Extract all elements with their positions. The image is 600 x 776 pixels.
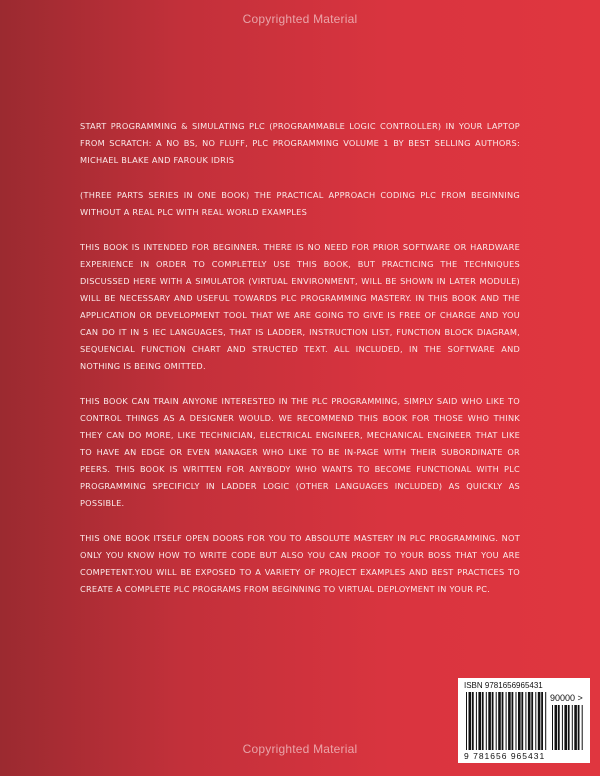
- blurb-paragraph: THIS ONE BOOK ITSELF OPEN DOORS FOR YOU TO ABSOLUTE MASTERY IN PLC PROGRAMMING. NOT ONLY YOU KNOW HOW TO WRITE CODE BUT ALSO YOU CAN PROOF TO YOUR BOSS THAT YOU ARE COMPETENT.YOU WILL BE EXPOSED TO A VARIETY OF PROJECT EXAMPLES AND BEST PRACTICES TO CREATE A COMPLETE PLC PROGRAMS FROM BEGINNING TO VIRTUAL DEPLOYMENT IN YOUR PC.: [80, 533, 520, 594]
- watermark-top: Copyrighted Material: [242, 12, 358, 26]
- back-cover-blurb: [80, 118, 520, 616]
- price-code: 90000 >: [550, 693, 583, 703]
- isbn-label: ISBN 9781656965431: [464, 681, 543, 690]
- blurb-paragraph: (THREE PARTS SERIES IN ONE BOOK) THE PRACTICAL APPROACH CODING PLC FROM BEGINNING WITHOUT A REAL PLC WITH REAL WORLD EXAMPLES: [80, 190, 520, 217]
- watermark-bottom: Copyrighted Material: [242, 742, 358, 756]
- barcode-digits: 9 781656 965431: [464, 751, 546, 761]
- blurb-paragraph: THIS BOOK IS INTENDED FOR BEGINNER. THERE IS NO NEED FOR PRIOR SOFTWARE OR HARDWARE EXPERIENCE IN ORDER TO COMPLETELY USE THIS BOOK, BUT PRACTICING THE TECHNIQUES DISCUSSED HERE WITH A SIMULATOR (VIRTUAL ENVIRONMENT, WILL BE SHOWN IN LATER MODULE) WILL BE NECESSARY AND USEFUL TOWARDS PLC PROGRAMMING MASTERY. IN THIS BOOK AND THE APPLICATION OR DEVELOPMENT TOOL THAT WE ARE GOING TO GIVE IS FREE OF CHARGE AND YOU CAN DO IT IN 5 IEC LANGUAGES, THAT IS LADDER, INSTRUCTION LIST, FUNCTION BLOCK DIAGRAM, SEQUENCIAL FUNCTION CHART AND STRUCTED TEXT. ALL INCLUDED, IN THE SOFTWARE AND NOTHING IS BEING OMITTED.: [80, 242, 520, 371]
- blurb-paragraph: THIS BOOK CAN TRAIN ANYONE INTERESTED IN THE PLC PROGRAMMING, SIMPLY SAID WHO LIKE TO CONTROL THINGS AS A DESIGNER WOULD. WE RECOMMEND THIS BOOK FOR THOSE WHO THINK THEY CAN DO MORE, LIKE TECHNICIAN, ELECTRICAL ENGINEER, MECHANICAL ENGINEER THAT LIKE TO HAVE AN EDGE OR EVEN MANAGER WHO LIKE TO BE IN-PAGE WITH THEIR SUBORDINATE OR PEERS. THIS BOOK IS WRITTEN FOR ANYBODY WHO WANTS TO BECOME FUNCTIONAL WITH PLC PROGRAMMING SPECIFICLY IN LADDER LOGIC (OTHER LANGUAGES INCLUDED) AS QUICKLY AS POSSIBLE.: [80, 396, 520, 508]
- blurb-paragraph: START PROGRAMMING & SIMULATING PLC (PROGRAMMABLE LOGIC CONTROLLER) IN YOUR LAPTOP FROM SCRATCH: A NO BS, NO FLUFF, PLC PROGRAMMING VOLUME 1 BY BEST SELLING AUTHORS: MICHAEL BLAKE AND FAROUK IDRIS: [80, 121, 520, 165]
